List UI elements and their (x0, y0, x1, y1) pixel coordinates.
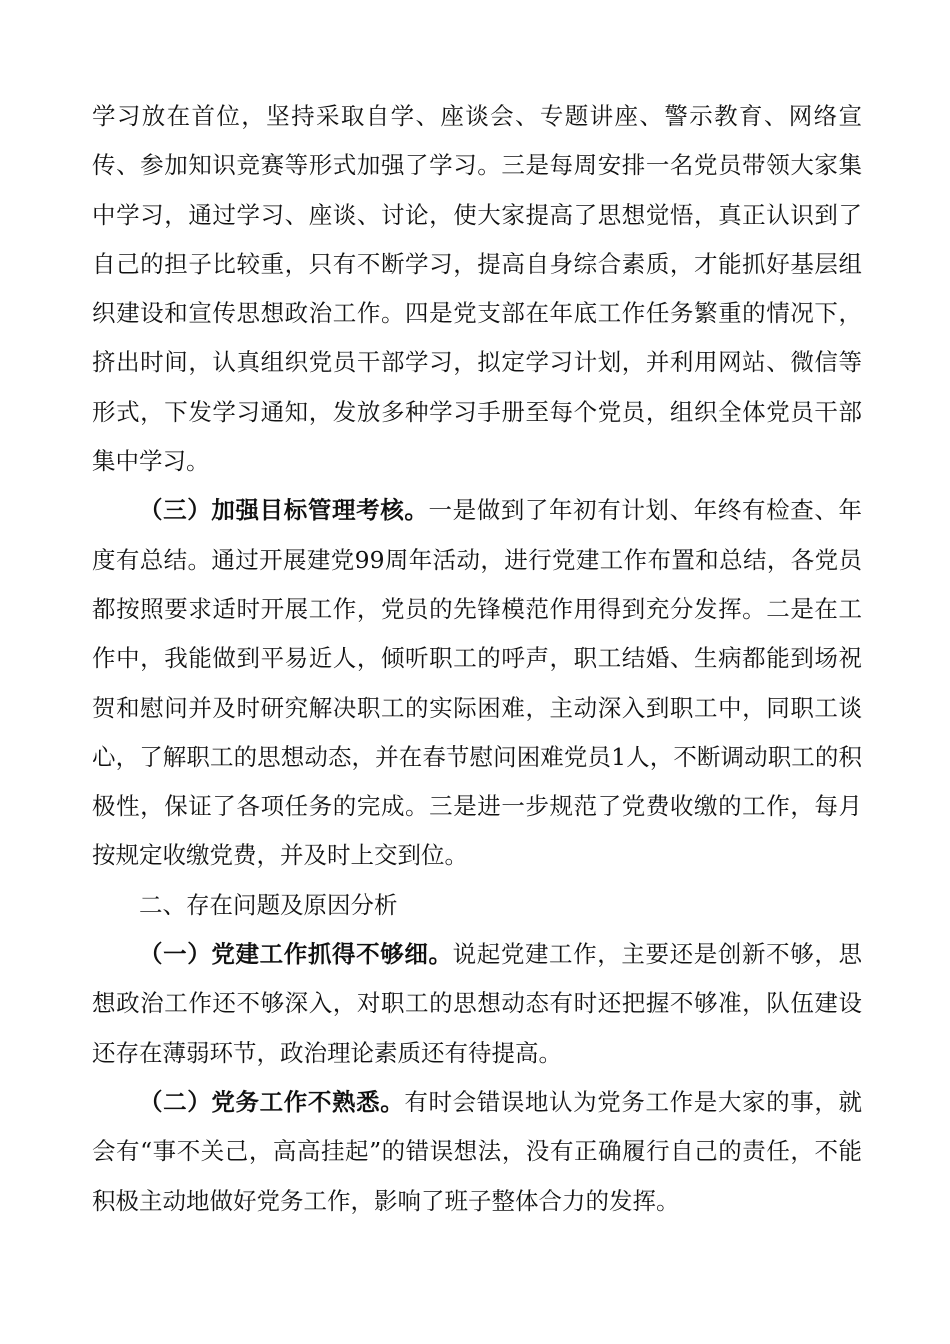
paragraph-study-continued (92, 92, 862, 486)
document-page (92, 92, 862, 1226)
paragraph-lead-heading: （二）党务工作不熟悉。 (139, 1087, 405, 1116)
paragraph-body: 学习放在首位，坚持采取自学、座谈会、专题讲座、警示教育、网络宣传、参加知识竞赛等形式加强了学习。三是每周安排一名党员带领大家集中学习，通过学习、座谈、讨论，使大家提高了思想觉悟，真正认识到了自己的担子比较重，只有不断学习，提高自身综合素质，才能抓好基层组织建设和宣传思想政治工作。四是党支部在年底工作任务繁重的情况下，挤出时间，认真组织党员干部学习，拟定学习计划，并利用网站、微信等形式，下发学习通知，发放多种学习手册至每个党员，组织全体党员干部集中学习。 (92, 102, 862, 476)
paragraph-target-management (92, 486, 862, 880)
paragraph-body: 有时会错误地认为党务工作是大家的事，就会有“事不关己，高高挂起”的错误想法，没有正确履行自己的责任，不能积极主动地做好党务工作，影响了班子整体合力的发挥。 (92, 1087, 863, 1215)
paragraph-lead-heading: （三）加强目标管理考核。 (139, 496, 429, 525)
paragraph-party-work-detail (92, 930, 862, 1078)
paragraph-body: 说起党建工作，主要还是创新不够，思想政治工作还不够深入，对职工的思想动态有时还把握不够准，队伍建设还存在薄弱环节，政治理论素质还有待提高。 (92, 940, 863, 1067)
paragraph-party-affairs-unfamiliar (92, 1078, 862, 1226)
paragraph-lead-heading: （一）党建工作抓得不够细。 (139, 940, 453, 969)
paragraph-body: 一是做到了年初有计划、年终有检查、年度有总结。通过开展建党99周年活动，进行党建工作布置和总结，各党员都按照要求适时开展工作，党员的先锋模范作用得到充分发挥。二是在工作中，我能做到平易近人，倾听职工的呼声，职工结婚、生病都能到场祝贺和慰问并及时研究解决职工的实际困难，主动深入到职工中，同职工谈心，了解职工的思想动态，并在春节慰问困难党员1人，不断调动职工的积极性，保证了各项任务的完成。三是进一步规范了党费收缴的工作，每月按规定收缴党费，并及时上交到位。 (92, 496, 863, 870)
section-heading-problems: 二、存在问题及原因分析 (139, 890, 398, 919)
